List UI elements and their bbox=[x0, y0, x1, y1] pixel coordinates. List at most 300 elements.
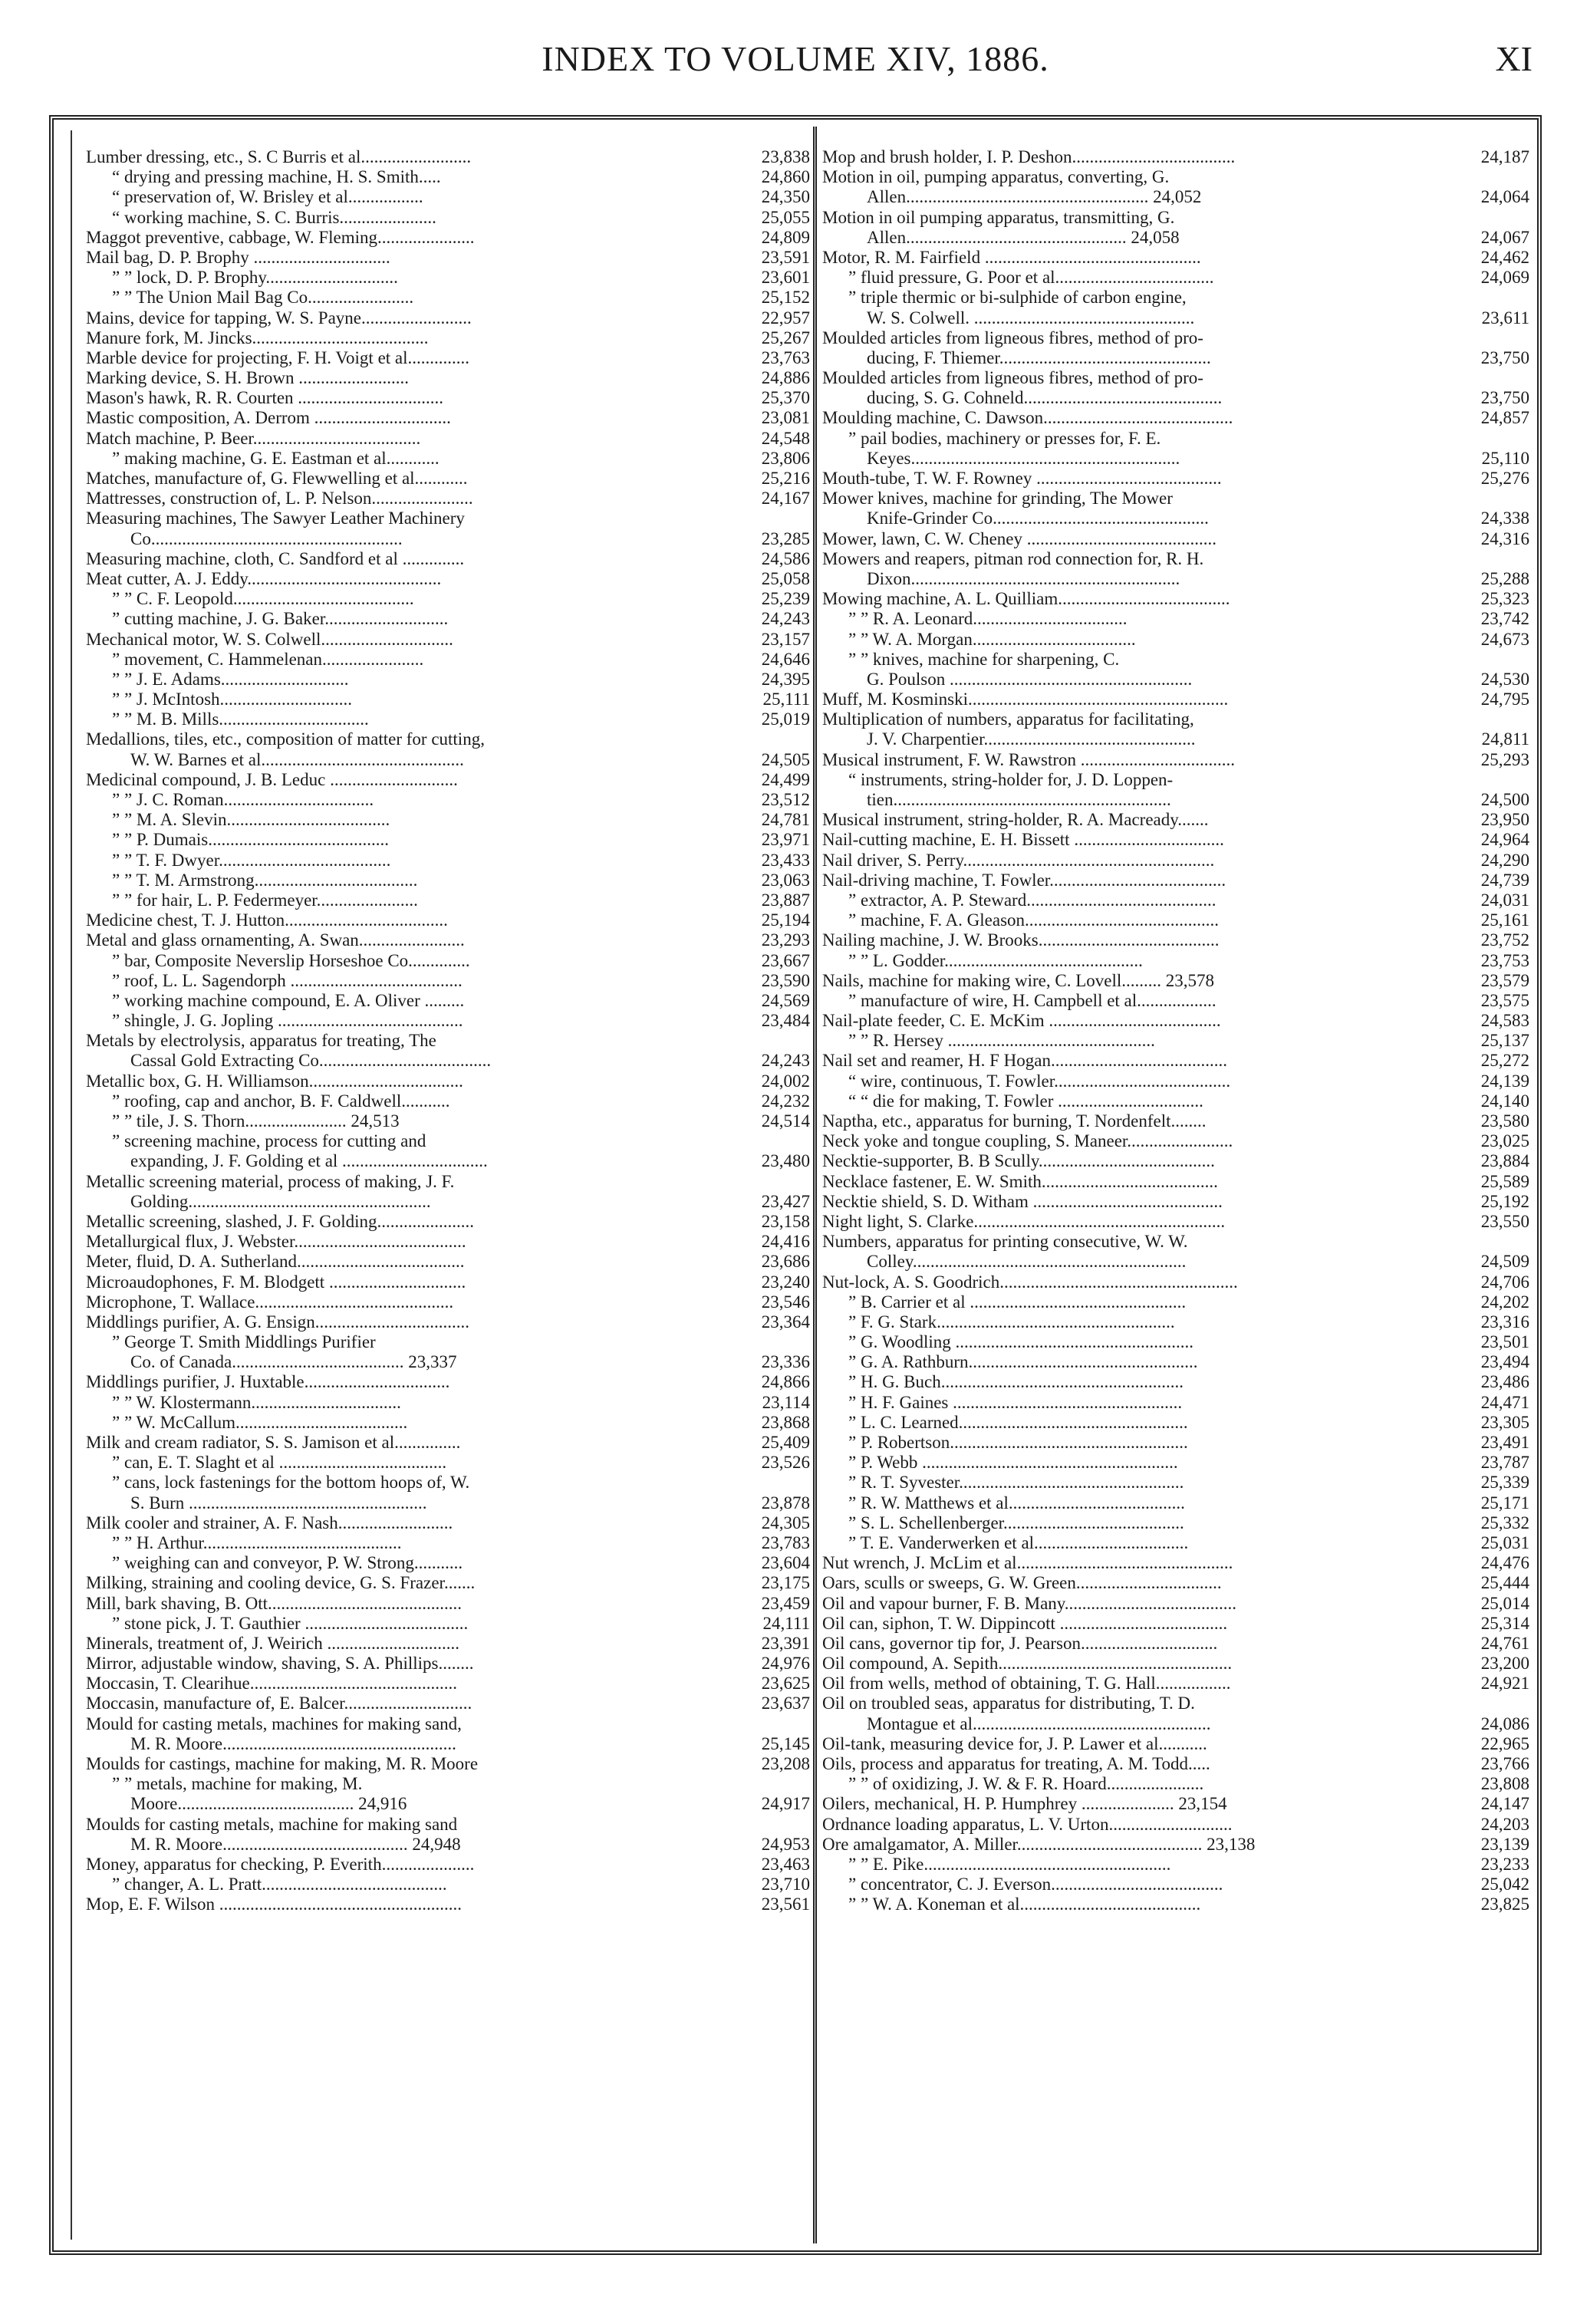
index-entry bbox=[822, 690, 1529, 709]
index-entry bbox=[822, 851, 1529, 871]
index-entry bbox=[822, 449, 1529, 469]
index-entry bbox=[822, 147, 1529, 167]
entry-text: Mill, bark shaving, B. Ott............................................ bbox=[86, 1593, 463, 1613]
index-entry bbox=[86, 187, 810, 207]
entry-text: Mower, lawn, C. W. Cheney ........................................... bbox=[822, 528, 1216, 548]
entry-number: 24,064 bbox=[1480, 187, 1529, 207]
index-entry bbox=[822, 1794, 1529, 1814]
index-entry bbox=[86, 830, 810, 850]
entry-text: ” G. A. Rathburn.................................................... bbox=[848, 1352, 1198, 1372]
entry-text: Middlings purifier, A. G. Ensign................................... bbox=[86, 1312, 469, 1332]
entry-text: ducing, S. G. Cohneld............................................. bbox=[867, 388, 1223, 408]
entry-text: ” ” tile, J. S. Thorn....................... 24,513 bbox=[112, 1111, 400, 1131]
entry-text: ” roofing, cap and anchor, B. F. Caldwell........... bbox=[112, 1091, 450, 1111]
entry-text: Marble device for projecting, F. H. Voigt et al.............. bbox=[86, 347, 470, 367]
index-entry bbox=[822, 368, 1529, 388]
index-entry bbox=[86, 388, 810, 408]
index-entry bbox=[822, 1533, 1529, 1553]
entry-text: ducing, F. Thiemer................................................ bbox=[867, 347, 1211, 367]
entry-number: 25,137 bbox=[1480, 1031, 1529, 1051]
entry-number: 24,202 bbox=[1480, 1292, 1529, 1312]
entry-number: 22,957 bbox=[761, 308, 810, 328]
index-entry bbox=[86, 750, 810, 770]
entry-number: 24,548 bbox=[761, 428, 810, 448]
entry-text: ” extractor, A. P. Steward........................................... bbox=[848, 890, 1216, 910]
entry-number: 23,753 bbox=[1480, 950, 1529, 970]
index-entry bbox=[822, 1694, 1529, 1713]
entry-number: 23,742 bbox=[1480, 609, 1529, 629]
entry-text: ” movement, C. Hammelenan....................... bbox=[112, 649, 424, 669]
entry-text: Allen....................................................... 24,052 bbox=[867, 187, 1202, 207]
index-entry bbox=[822, 1212, 1529, 1232]
entry-text: Nut wrench, J. McLim et al................................................. bbox=[822, 1553, 1233, 1573]
entry-text: ” manufacture of wire, H. Campbell et al.................. bbox=[848, 990, 1216, 1010]
entry-number: 23,175 bbox=[761, 1573, 810, 1593]
index-entry bbox=[822, 308, 1529, 328]
entry-number: 23,305 bbox=[1480, 1412, 1529, 1432]
entry-text: ” ” E. Pike........................................................ bbox=[848, 1854, 1171, 1874]
index-entry bbox=[822, 489, 1529, 509]
entry-number: 25,272 bbox=[1480, 1051, 1529, 1071]
entry-text: Nails, machine for making wire, C. Lovell......... 23,578 bbox=[822, 970, 1215, 990]
entry-number: 23,686 bbox=[761, 1252, 810, 1272]
entry-text: “ drying and pressing machine, H. S. Smith..... bbox=[112, 167, 441, 187]
entry-number: 25,194 bbox=[761, 910, 810, 930]
index-entry bbox=[86, 1533, 810, 1553]
index-entry bbox=[86, 1774, 810, 1794]
index-entry bbox=[822, 1553, 1529, 1573]
index-entry bbox=[822, 1734, 1529, 1754]
entry-number: 23,285 bbox=[761, 528, 810, 548]
entry-number: 25,409 bbox=[761, 1433, 810, 1452]
index-entry bbox=[86, 1212, 810, 1232]
index-entry bbox=[822, 1393, 1529, 1413]
entry-text: Mirror, adjustable window, shaving, S. A. Phillips........ bbox=[86, 1654, 474, 1674]
entry-text: ” triple thermic or bi-sulphide of carbon engine, bbox=[848, 288, 1187, 308]
entry-number: 25,161 bbox=[1480, 910, 1529, 930]
index-entry bbox=[86, 1071, 810, 1091]
index-entry bbox=[822, 650, 1529, 670]
entry-number: 24,514 bbox=[761, 1111, 810, 1131]
entry-number: 23,580 bbox=[1480, 1111, 1529, 1131]
entry-text: Money, apparatus for checking, P. Everith..................... bbox=[86, 1854, 475, 1874]
index-entry bbox=[822, 1131, 1529, 1151]
entry-text: Medicine chest, T. J. Hutton..................................... bbox=[86, 910, 448, 930]
entry-number: 24,086 bbox=[1480, 1713, 1529, 1733]
index-entry bbox=[822, 890, 1529, 910]
entry-number: 25,293 bbox=[1480, 749, 1529, 769]
entry-number: 24,976 bbox=[761, 1654, 810, 1674]
entry-number: 24,921 bbox=[1480, 1674, 1529, 1694]
entry-text: ” ” J. C. Roman.................................. bbox=[112, 790, 374, 809]
entry-text: ” screening machine, process for cutting and bbox=[112, 1131, 426, 1151]
entry-text: ” ” W. A. Morgan..................................... bbox=[848, 629, 1136, 649]
index-entry bbox=[86, 348, 810, 368]
index-entry bbox=[86, 167, 810, 187]
entry-text: W. S. Colwell. .................................................. bbox=[867, 308, 1195, 328]
entry-number: 25,111 bbox=[762, 690, 810, 709]
index-entry bbox=[86, 147, 810, 167]
entry-number: 23,808 bbox=[1480, 1774, 1529, 1794]
entry-text: Moulded articles from ligneous fibres, method of pro- bbox=[822, 368, 1203, 388]
entry-number: 24,811 bbox=[1481, 729, 1529, 749]
index-entry bbox=[822, 670, 1529, 690]
entry-text: ” ” of oxidizing, J. W. & F. R. Hoard...................... bbox=[848, 1774, 1204, 1794]
entry-number: 24,416 bbox=[761, 1232, 810, 1252]
index-entry bbox=[86, 890, 810, 910]
entry-text: Necktie-supporter, B. B Scully........................................ bbox=[822, 1151, 1215, 1171]
index-entry bbox=[86, 1594, 810, 1614]
entry-number: 23,293 bbox=[761, 930, 810, 950]
entry-text: Motion in oil, pumping apparatus, converting, G. bbox=[822, 167, 1170, 187]
entry-text: ” weighing can and conveyor, P. W. Strong........... bbox=[112, 1553, 463, 1573]
entry-number: 25,110 bbox=[1481, 448, 1529, 468]
entry-number: 23,463 bbox=[761, 1854, 810, 1874]
entry-number: 23,114 bbox=[762, 1392, 810, 1412]
entry-number: 23,364 bbox=[761, 1312, 810, 1332]
entry-number: 23,787 bbox=[1480, 1453, 1529, 1473]
index-entry bbox=[822, 228, 1529, 248]
entry-text: ” working machine compound, E. A. Oliver ......... bbox=[112, 990, 465, 1010]
entry-text: Mastic composition, A. Derrom ............................... bbox=[86, 408, 451, 428]
entry-text: ” ” for hair, L. P. Federmeyer....................... bbox=[112, 890, 418, 910]
entry-number: 24,761 bbox=[1480, 1633, 1529, 1653]
index-entry bbox=[822, 469, 1529, 489]
index-entry bbox=[822, 1614, 1529, 1634]
entry-text: ” pail bodies, machinery or presses for, F. E. bbox=[848, 428, 1161, 448]
index-entry bbox=[86, 1654, 810, 1674]
entry-text: ” R. T. Syvester................................................... bbox=[848, 1473, 1184, 1493]
entry-number: 24,147 bbox=[1480, 1794, 1529, 1814]
entry-number: 23,391 bbox=[761, 1633, 810, 1653]
entry-number: 23,611 bbox=[1481, 308, 1529, 328]
index-entry bbox=[86, 1694, 810, 1713]
entry-text: Moulded articles from ligneous fibres, method of pro- bbox=[822, 328, 1203, 347]
entry-number: 23,766 bbox=[1480, 1754, 1529, 1773]
index-entry bbox=[822, 1071, 1529, 1091]
index-entry bbox=[86, 1513, 810, 1533]
entry-number: 23,139 bbox=[1480, 1834, 1529, 1854]
entry-text: Metal and glass ornamenting, A. Swan........................ bbox=[86, 930, 465, 950]
entry-text: ” ” J. McIntosh.............................. bbox=[112, 690, 353, 709]
entry-text: Maggot preventive, cabbage, W. Fleming...................... bbox=[86, 227, 475, 247]
entry-number: 24,917 bbox=[761, 1794, 810, 1814]
entry-text: Mower knives, machine for grinding, The Mower bbox=[822, 489, 1173, 509]
index-entry bbox=[86, 1192, 810, 1212]
index-entry bbox=[822, 388, 1529, 408]
index-entry bbox=[822, 910, 1529, 930]
entry-text: Ore amalgamator, A. Miller.......................................... 23,138 bbox=[822, 1834, 1256, 1854]
entry-number: 23,233 bbox=[1480, 1854, 1529, 1874]
entry-text: Microphone, T. Wallace............................................. bbox=[86, 1292, 454, 1312]
entry-text: ” S. L. Schellenberger......................................... bbox=[848, 1513, 1184, 1532]
entry-number: 23,526 bbox=[761, 1453, 810, 1473]
index-entry bbox=[822, 1473, 1529, 1493]
page-header bbox=[49, 38, 1542, 84]
entry-text: Moulds for castings, machine for making, M. R. Moore bbox=[86, 1754, 479, 1773]
entry-number: 25,171 bbox=[1480, 1493, 1529, 1513]
index-entry bbox=[822, 1312, 1529, 1332]
entry-text: Mould for casting metals, machines for making sand, bbox=[86, 1713, 462, 1733]
entry-text: Mains, device for tapping, W. S. Payne......................... bbox=[86, 308, 472, 328]
entry-number: 23,884 bbox=[1480, 1151, 1529, 1171]
entry-number: 25,192 bbox=[1480, 1191, 1529, 1211]
entry-number: 23,763 bbox=[761, 347, 810, 367]
entry-text: Mowers and reapers, pitman rod connection for, R. H. bbox=[822, 548, 1204, 568]
entry-text: ” ” knives, machine for sharpening, C. bbox=[848, 649, 1120, 669]
entry-number: 24,316 bbox=[1480, 528, 1529, 548]
entry-text: expanding, J. F. Golding et al ................................. bbox=[130, 1151, 488, 1171]
entry-number: 25,152 bbox=[761, 288, 810, 308]
entry-number: 23,868 bbox=[761, 1412, 810, 1432]
entry-number: 24,646 bbox=[761, 649, 810, 669]
entry-text: Mattresses, construction of, L. P. Nelson....................... bbox=[86, 489, 473, 509]
entry-number: 25,589 bbox=[1480, 1171, 1529, 1191]
index-entry bbox=[822, 1894, 1529, 1914]
index-entry bbox=[86, 589, 810, 609]
index-entry bbox=[822, 1151, 1529, 1171]
entry-number: 25,042 bbox=[1480, 1875, 1529, 1894]
index-entry bbox=[86, 268, 810, 288]
entry-number: 24,569 bbox=[761, 990, 810, 1010]
entry-number: 24,500 bbox=[1480, 790, 1529, 809]
entry-text: Mowing machine, A. L. Quilliam....................................... bbox=[822, 589, 1230, 609]
entry-number: 24,187 bbox=[1480, 147, 1529, 166]
entry-text: Co......................................................... bbox=[130, 528, 403, 548]
entry-text: Mop and brush holder, I. P. Deshon..................................... bbox=[822, 147, 1236, 166]
entry-text: ” shingle, J. G. Jopling .......................................... bbox=[112, 1011, 463, 1031]
index-entry bbox=[822, 1835, 1529, 1855]
entry-number: 24,781 bbox=[761, 810, 810, 830]
index-entry bbox=[86, 489, 810, 509]
index-entry bbox=[822, 1051, 1529, 1071]
entry-number: 23,546 bbox=[761, 1292, 810, 1312]
entry-text: ” machine, F. A. Gleason............................................ bbox=[848, 910, 1220, 930]
entry-number: 23,625 bbox=[761, 1674, 810, 1694]
entry-text: Oil cans, governor tip for, J. Pearson............................... bbox=[822, 1633, 1218, 1653]
entry-text: Nut-lock, A. S. Goodrich...................................................... bbox=[822, 1272, 1238, 1292]
index-entry bbox=[86, 208, 810, 228]
index-entry bbox=[86, 1393, 810, 1413]
entry-text: Montague et al...................................................... bbox=[867, 1713, 1211, 1733]
entry-text: ” ” T. F. Dwyer....................................... bbox=[112, 850, 391, 870]
entry-text: ” H. F. Gaines .................................................... bbox=[848, 1392, 1183, 1412]
entry-number: 24,471 bbox=[1480, 1392, 1529, 1412]
index-entry bbox=[86, 1413, 810, 1433]
entry-number: 23,750 bbox=[1480, 388, 1529, 408]
index-entry bbox=[822, 609, 1529, 629]
entry-text: Oil compound, A. Sepith..................................................... bbox=[822, 1654, 1233, 1674]
entry-text: Minerals, treatment of, J. Weirich .............................. bbox=[86, 1633, 460, 1653]
index-entry bbox=[86, 1473, 810, 1493]
entry-text: Metallic box, G. H. Williamson................................... bbox=[86, 1071, 463, 1091]
entry-text: Necklace fastener, E. W. Smith........................................ bbox=[822, 1171, 1218, 1191]
index-entry bbox=[86, 1714, 810, 1734]
entry-number: 23,316 bbox=[1480, 1312, 1529, 1332]
entry-text: Medallions, tiles, etc., composition of matter for cutting, bbox=[86, 729, 485, 749]
entry-text: Moulds for casting metals, machine for making sand bbox=[86, 1814, 458, 1834]
entry-text: Mason's hawk, R. R. Courten ................................. bbox=[86, 388, 444, 408]
index-entry bbox=[822, 1855, 1529, 1875]
entry-text: Oil and vapour burner, F. B. Many....................................... bbox=[822, 1593, 1237, 1613]
entry-number: 23,486 bbox=[1480, 1372, 1529, 1392]
entry-text: Marking device, S. H. Brown ......................... bbox=[86, 368, 409, 388]
entry-number: 23,950 bbox=[1480, 810, 1529, 830]
entry-text: Mechanical motor, W. S. Colwell.............................. bbox=[86, 629, 453, 649]
index-entry bbox=[822, 328, 1529, 348]
entry-text: ” T. E. Vanderwerken et al................................... bbox=[848, 1532, 1189, 1552]
entry-number: 24,795 bbox=[1480, 690, 1529, 709]
index-entry bbox=[822, 509, 1529, 528]
index-entry bbox=[822, 770, 1529, 790]
entry-text: Middlings purifier, J. Huxtable................................. bbox=[86, 1372, 450, 1392]
entry-text: “ preservation of, W. Brisley et al................. bbox=[112, 187, 423, 207]
index-entry bbox=[822, 589, 1529, 609]
entry-text: M. R. Moore..................................................... bbox=[130, 1733, 456, 1753]
entry-text: ” R. W. Matthews et al........................................ bbox=[848, 1493, 1185, 1513]
entry-text: ” ” W. A. Koneman et al......................................... bbox=[848, 1894, 1201, 1914]
index-entry bbox=[86, 1453, 810, 1473]
entry-text: Medicinal compound, J. B. Leduc ............................. bbox=[86, 769, 458, 789]
entry-text: ” ” L. Godder............................................. bbox=[848, 950, 1143, 970]
entry-number: 24,395 bbox=[761, 669, 810, 689]
entry-number: 25,332 bbox=[1480, 1513, 1529, 1532]
entry-number: 24,305 bbox=[761, 1513, 810, 1532]
entry-number: 25,239 bbox=[761, 589, 810, 609]
index-entry bbox=[86, 910, 810, 930]
entry-number: 24,509 bbox=[1480, 1252, 1529, 1272]
entry-number: 23,604 bbox=[761, 1553, 810, 1573]
index-entry bbox=[822, 529, 1529, 549]
entry-number: 24,139 bbox=[1480, 1071, 1529, 1091]
entry-text: M. R. Moore.......................................... 24,948 bbox=[130, 1834, 461, 1854]
index-entry bbox=[86, 1433, 810, 1453]
entry-number: 23,025 bbox=[1480, 1131, 1529, 1151]
entry-text: Moulding machine, C. Dawson........................................... bbox=[822, 408, 1233, 428]
entry-text: ” stone pick, J. T. Gauthier ..................................... bbox=[112, 1613, 469, 1633]
entry-text: Muff, M. Kosminski........................................................... bbox=[822, 690, 1229, 709]
index-entry bbox=[86, 790, 810, 810]
entry-text: Musical instrument, string-holder, R. A. Macready....... bbox=[822, 810, 1209, 830]
index-entry bbox=[86, 1493, 810, 1513]
entry-number: 24,203 bbox=[1480, 1814, 1529, 1834]
index-entry bbox=[822, 750, 1529, 770]
entry-text: Dixon............................................................. bbox=[867, 568, 1180, 588]
entry-text: Mop, E. F. Wilson ....................................................... bbox=[86, 1894, 463, 1914]
index-entry bbox=[86, 248, 810, 268]
entry-text: Mail bag, D. P. Brophy ............................... bbox=[86, 247, 390, 267]
entry-number: 23,550 bbox=[1480, 1211, 1529, 1231]
entry-number: 23,459 bbox=[761, 1593, 810, 1613]
index-entry bbox=[86, 1272, 810, 1292]
entry-text: J. V. Charpentier................................................ bbox=[867, 729, 1196, 749]
entry-text: Milking, straining and cooling device, G. S. Frazer....... bbox=[86, 1573, 476, 1593]
entry-number: 25,019 bbox=[761, 709, 810, 729]
entry-text: G. Poulson ....................................................... bbox=[867, 669, 1193, 689]
index-entry bbox=[822, 1634, 1529, 1654]
entry-text: Milk cooler and strainer, A. F. Nash.......................... bbox=[86, 1513, 453, 1532]
index-entry bbox=[86, 1372, 810, 1392]
entry-text: Moore........................................ 24,916 bbox=[130, 1794, 407, 1814]
entry-number: 25,314 bbox=[1480, 1613, 1529, 1633]
entry-number: 23,667 bbox=[761, 950, 810, 970]
index-entry bbox=[822, 1292, 1529, 1312]
entry-number: 23,838 bbox=[761, 147, 810, 166]
index-entry bbox=[86, 690, 810, 709]
entry-number: 25,323 bbox=[1480, 589, 1529, 609]
index-entry bbox=[822, 1172, 1529, 1192]
index-entry bbox=[822, 930, 1529, 950]
entry-text: Oilers, mechanical, H. P. Humphrey ..................... 23,154 bbox=[822, 1794, 1227, 1814]
index-entry bbox=[86, 991, 810, 1011]
entry-text: Metals by electrolysis, apparatus for treating, The bbox=[86, 1031, 436, 1051]
index-entry bbox=[86, 1312, 810, 1332]
column-divider bbox=[813, 127, 817, 2243]
entry-number: 24,586 bbox=[761, 548, 810, 568]
right-index-column bbox=[822, 147, 1529, 2241]
index-entry bbox=[86, 1573, 810, 1593]
entry-text: Cassal Gold Extracting Co....................................... bbox=[130, 1051, 492, 1071]
entry-text: Necktie shield, S. D. Witham ........................................... bbox=[822, 1191, 1223, 1211]
entry-number: 24,866 bbox=[761, 1372, 810, 1392]
entry-text: “ instruments, string-holder for, J. D. Loppen- bbox=[848, 769, 1174, 789]
index-entry bbox=[822, 1031, 1529, 1051]
index-entry bbox=[86, 228, 810, 248]
entry-text: ” roof, L. L. Sagendorph ....................................... bbox=[112, 970, 463, 990]
entry-text: ” making machine, G. E. Eastman et al............ bbox=[112, 448, 440, 468]
entry-number: 24,067 bbox=[1480, 227, 1529, 247]
entry-number: 24,476 bbox=[1480, 1553, 1529, 1573]
entry-number: 24,350 bbox=[761, 187, 810, 207]
entry-number: 24,857 bbox=[1480, 408, 1529, 428]
index-entry bbox=[822, 1594, 1529, 1614]
entry-number: 23,494 bbox=[1480, 1352, 1529, 1372]
entry-number: 24,069 bbox=[1480, 268, 1529, 288]
index-entry bbox=[822, 1453, 1529, 1473]
entry-number: 24,499 bbox=[761, 769, 810, 789]
entry-text: tien............................................................... bbox=[867, 790, 1171, 809]
entry-text: Night light, S. Clarke......................................................... bbox=[822, 1211, 1226, 1231]
entry-number: 24,140 bbox=[1480, 1091, 1529, 1111]
entry-text: Nailing machine, J. W. Brooks......................................... bbox=[822, 930, 1220, 950]
entry-text: Musical instrument, F. W. Rawstron ................................... bbox=[822, 749, 1236, 769]
index-entry bbox=[86, 1292, 810, 1312]
index-entry bbox=[86, 650, 810, 670]
entry-number: 24,462 bbox=[1480, 247, 1529, 267]
index-entry bbox=[86, 328, 810, 348]
index-entry bbox=[86, 1131, 810, 1151]
index-entry bbox=[86, 408, 810, 428]
index-entry bbox=[822, 1011, 1529, 1031]
entry-text: ” ” C. F. Leopold......................................... bbox=[112, 589, 414, 609]
entry-text: Metallic screening material, process of making, J. F. bbox=[86, 1171, 455, 1191]
index-entry bbox=[86, 509, 810, 528]
entry-number: 23,591 bbox=[761, 247, 810, 267]
entry-text: Lumber dressing, etc., S. C Burris et al......................... bbox=[86, 147, 472, 166]
entry-text: ” bar, Composite Neverslip Horseshoe Co.............. bbox=[112, 950, 470, 970]
entry-text: Matches, manufacture of, G. Flewwelling et al............ bbox=[86, 469, 468, 488]
entry-text: Allen.................................................. 24,058 bbox=[867, 227, 1180, 247]
entry-text: ” ” J. E. Adams............................. bbox=[112, 669, 349, 689]
entry-text: ” ” W. McCallum....................................... bbox=[112, 1412, 408, 1432]
entry-number: 23,158 bbox=[761, 1211, 810, 1231]
entry-number: 23,157 bbox=[761, 629, 810, 649]
entry-number: 24,809 bbox=[761, 227, 810, 247]
entry-number: 23,579 bbox=[1480, 970, 1529, 990]
index-entry bbox=[822, 1875, 1529, 1894]
entry-text: Co. of Canada....................................... 23,337 bbox=[130, 1352, 457, 1372]
entry-number: 24,243 bbox=[761, 1051, 810, 1071]
